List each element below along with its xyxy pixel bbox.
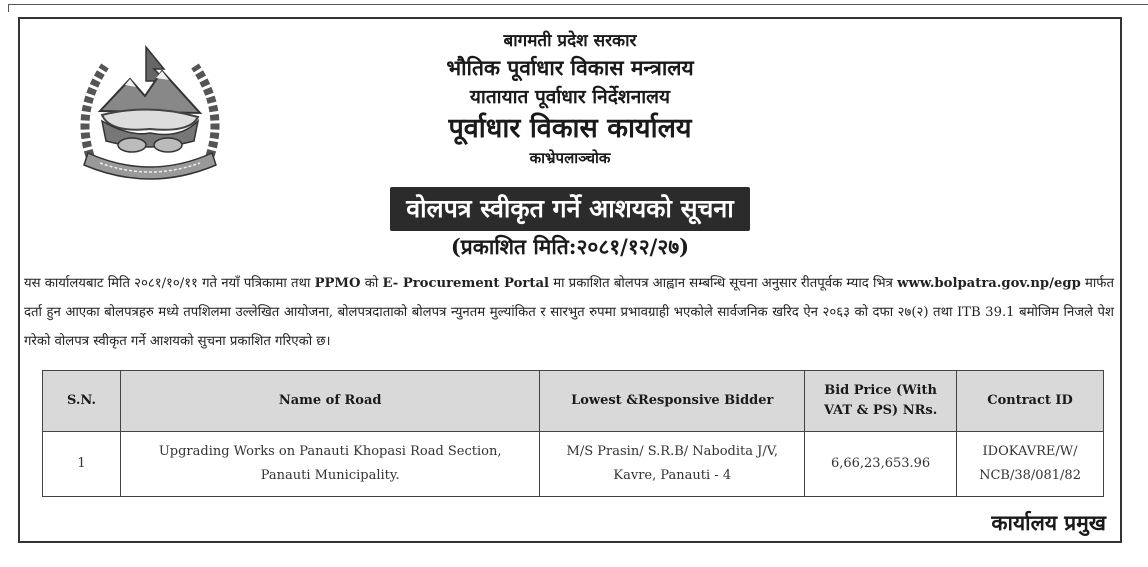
cell-contract-id <box>957 432 1104 497</box>
bid-table <box>42 370 1104 497</box>
body-text-2: को <box>360 276 383 291</box>
cell-road <box>120 432 539 497</box>
notice-title: वोलपत्र स्वीकृत गर्ने आशयको सूचना <box>390 187 750 231</box>
publication-date: (प्रकाशित मिति:२०८१/१२/२७) <box>450 234 690 259</box>
header-road: Name of Road <box>120 371 539 432</box>
top-divider <box>8 4 1148 5</box>
header-bidder: Lowest &Responsive Bidder <box>540 371 805 432</box>
notice-frame <box>18 17 1122 543</box>
cell-bidder-line2: Kavre, Panauti - 4 <box>613 468 732 483</box>
body-text-1: यस कार्यालयबाट मिति २०८१/१०/११ गते नयाँ पत्रिकामा तथा <box>24 276 315 291</box>
table-row <box>43 432 1104 497</box>
cell-contract-line1: IDOKAVRE/W/ <box>982 444 1078 459</box>
body-portal-name: E- Procurement Portal <box>382 276 549 291</box>
office-location: काभ्रेपलाञ्चोक <box>529 149 611 167</box>
body-text-3: मा प्रकाशित बोलपत्र आह्वान सम्बन्धि सूचना अनुसार रीतपूर्वक म्याद भित्र <box>549 276 898 291</box>
body-ppmo: PPMO <box>314 276 361 291</box>
header-price <box>805 371 957 432</box>
office-name: पूर्वाधार विकास कार्यालय <box>448 113 692 144</box>
header-price-label: Bid Price (With VAT & PS) NRs. <box>823 383 938 418</box>
signature-office-chief: कार्यालय प्रमुख <box>991 510 1106 535</box>
province-government-name: बागमती प्रदेश सरकार <box>503 31 637 51</box>
table-header-row <box>43 371 1104 432</box>
body-text-4: मार्फत दर्ता हुन आएका बोलपत्रहरु मध्ये तपशिलमा उल्लेखित आयोजना, बोलपत्रदाताको बोलपत्र न्युनतम मुल्यांकित र सारभुत रुपमा प्रभावग्राही भएकोले सार्वजनिक खरिद ऐन २०६३ को दफा २७(२) तथा ITB 39.1 बमोजिम निजले पेश गरेको वोलपत्र स्वीकृत गर्ने आशयको सुचना प्रकाशित गरिएको छ। <box>24 276 1114 349</box>
cell-bidder-line1: M/S Prasin/ S.R.B/ Nabodita J/V, <box>566 444 778 459</box>
directorate-name: यातायात पूर्वाधार निर्देशनालय <box>469 86 671 108</box>
cell-road-line2: Panauti Municipality. <box>260 468 400 483</box>
ministry-name: भौतिक पूर्वाधार विकास मन्त्रालय <box>446 55 694 80</box>
cell-price: 6,66,23,653.96 <box>805 432 957 497</box>
cell-contract-line2: NCB/38/081/82 <box>979 468 1081 483</box>
notice-title-wrap <box>20 187 1120 231</box>
cell-road-line1: Upgrading Works on Panauti Khopasi Road Section, <box>158 444 502 459</box>
top-divider-tick <box>8 4 9 12</box>
header-contract-id: Contract ID <box>957 371 1104 432</box>
cell-bidder <box>540 432 805 497</box>
office-header <box>20 29 1120 169</box>
header-sn: S.N. <box>43 371 121 432</box>
notice-body <box>24 269 1114 356</box>
body-portal-url: www.bolpatra.gov.np/egp <box>897 276 1081 291</box>
cell-sn: 1 <box>43 432 121 497</box>
